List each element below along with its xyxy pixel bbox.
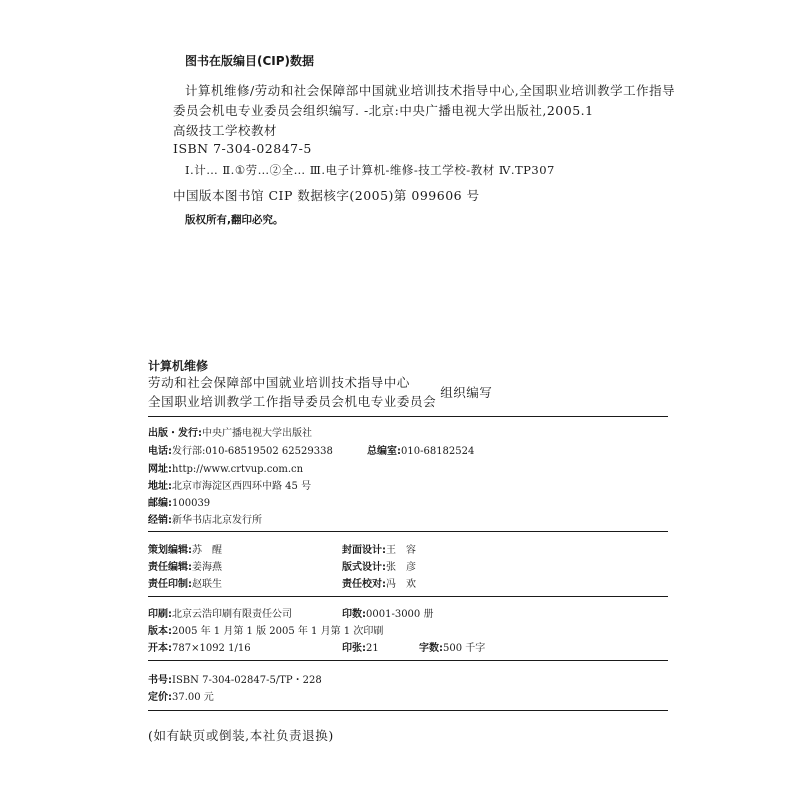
responsible-editor-label: 责任编辑: <box>148 562 192 573</box>
org-line-2: 全国职业培训教学工作指导委员会机电专业委员会 <box>148 394 437 409</box>
publisher-row <box>148 424 312 439</box>
publisher-label: 出版・发行: <box>148 428 202 439</box>
layout-design-row <box>342 558 416 573</box>
planning-editor-label: 策划编辑: <box>148 545 192 556</box>
phone-label: 电话: <box>148 446 172 457</box>
phone-row <box>148 442 333 457</box>
editorial-label: 总编室: <box>367 446 401 457</box>
distributor-row <box>148 511 262 526</box>
sheets-row <box>342 639 379 654</box>
phone-value: 发行部:010-68519502 62529338 <box>172 446 333 457</box>
org-line-1: 劳动和社会保障部中国就业培训技术指导中心 <box>148 375 411 390</box>
words-value: 500 千字 <box>443 643 486 654</box>
cip-line-2: 委员会机电专业委员会组织编写. -北京:中央广播电视大学出版社,2005.1 <box>173 103 594 118</box>
price-value: 37.00 元 <box>172 692 214 703</box>
book-title: 计算机维修 <box>148 359 209 373</box>
proofreader-row <box>342 575 416 590</box>
cip-rights: 版权所有,翻印必究。 <box>185 214 284 226</box>
sheets-label: 印张: <box>342 643 366 654</box>
org-block <box>148 373 492 411</box>
edition-row <box>148 622 383 637</box>
divider-rule-2 <box>148 531 668 532</box>
printer-label: 印刷: <box>148 609 172 620</box>
sheets-value: 21 <box>366 643 379 654</box>
layout-design-value: 张 彦 <box>386 562 416 573</box>
address-label: 地址: <box>148 481 172 492</box>
print-supervisor-value: 赵联生 <box>192 579 222 590</box>
proofreader-value: 冯 欢 <box>386 579 416 590</box>
divider-rule-4 <box>148 660 668 661</box>
printer-value: 北京云浩印刷有限责任公司 <box>172 609 292 620</box>
cover-design-label: 封面设计: <box>342 545 386 556</box>
responsible-editor-row <box>148 558 222 573</box>
words-label: 字数: <box>419 643 443 654</box>
cip-classification: Ⅰ.计… Ⅱ.①劳…②全… Ⅲ.电子计算机-维修-技工学校-教材 Ⅳ.TP307 <box>185 163 555 177</box>
print-supervisor-row <box>148 575 222 590</box>
planning-editor-value: 苏 醒 <box>192 545 222 556</box>
responsible-editor-value: 姜海燕 <box>192 562 222 573</box>
cip-line-1: 计算机维修/劳动和社会保障部中国就业培训技术指导中心,全国职业培训教学工作指导 <box>185 83 676 98</box>
cip-record: 中国版本图书馆 CIP 数据核字(2005)第 099606 号 <box>173 188 480 203</box>
website-label: 网址: <box>148 464 172 475</box>
cip-isbn: ISBN 7-304-02847-5 <box>173 141 312 156</box>
address-row <box>148 477 311 492</box>
format-row <box>148 639 251 654</box>
proofreader-label: 责任校对: <box>342 579 386 590</box>
format-value: 787×1092 1/16 <box>172 643 251 654</box>
planning-editor-row <box>148 541 222 556</box>
copies-label: 印数: <box>342 609 366 620</box>
postcode-value: 100039 <box>172 498 211 509</box>
cover-design-value: 王 容 <box>386 545 416 556</box>
divider-rule-5 <box>148 710 668 711</box>
cip-heading: 图书在版编目(CIP)数据 <box>185 54 315 68</box>
postcode-label: 邮编: <box>148 498 172 509</box>
book-no-value: ISBN 7-304-02847-5/TP・228 <box>172 675 322 686</box>
editorial-row <box>367 442 474 457</box>
org-suffix: 组织编写 <box>440 385 493 400</box>
edition-value: 2005 年 1 月第 1 版 2005 年 1 月第 1 次印刷 <box>172 626 384 637</box>
cover-design-row <box>342 541 416 556</box>
distributor-value: 新华书店北京发行所 <box>172 515 262 526</box>
editorial-value: 010-68182524 <box>401 446 475 457</box>
website-value: http://www.crtvup.com.cn <box>172 464 304 475</box>
publisher-value: 中央广播电视大学出版社 <box>202 428 312 439</box>
copies-row <box>342 605 433 620</box>
divider-rule-1 <box>148 416 668 417</box>
layout-design-label: 版式设计: <box>342 562 386 573</box>
book-no-label: 书号: <box>148 675 172 686</box>
cip-series: 高级技工学校教材 <box>173 123 278 138</box>
website-row <box>148 460 303 475</box>
printer-row <box>148 605 292 620</box>
distributor-label: 经销: <box>148 515 172 526</box>
address-value: 北京市海淀区西四环中路 45 号 <box>172 481 312 492</box>
postcode-row <box>148 494 210 509</box>
price-label: 定价: <box>148 692 172 703</box>
copies-value: 0001-3000 册 <box>366 609 434 620</box>
format-label: 开本: <box>148 643 172 654</box>
words-row <box>419 639 485 654</box>
return-note: (如有缺页或倒装,本社负责退换) <box>148 728 334 743</box>
book-no-row <box>148 671 322 686</box>
divider-rule-3 <box>148 596 668 597</box>
edition-label: 版本: <box>148 626 172 637</box>
print-supervisor-label: 责任印制: <box>148 579 192 590</box>
price-row <box>148 688 214 703</box>
